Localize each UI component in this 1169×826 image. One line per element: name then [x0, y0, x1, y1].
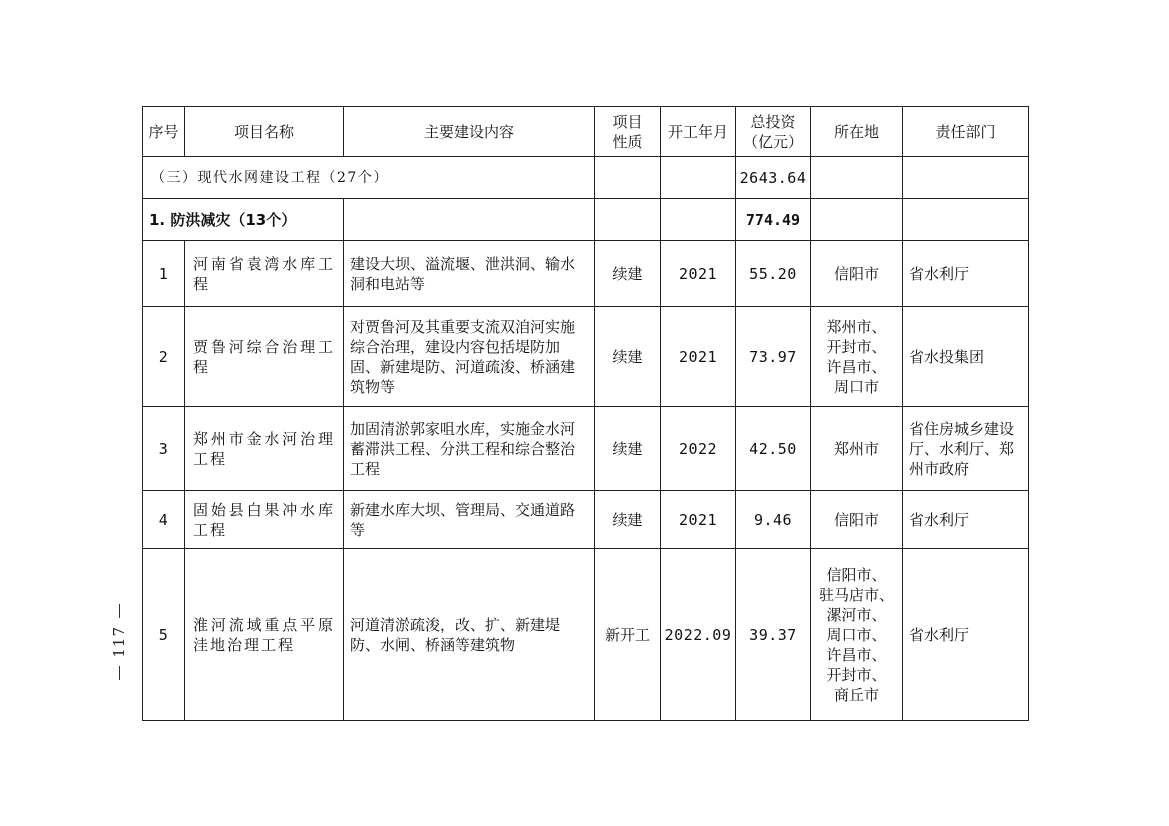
row-number: 5 — [143, 549, 185, 721]
table-row — [143, 307, 1029, 407]
subsection-label: 1. 防洪减灾（13个） — [143, 199, 344, 241]
project-dept: 省住房城乡建设厅、水利厅、郑州市政府 — [903, 407, 1029, 491]
project-name: 固始县白果冲水库工程 — [185, 491, 344, 549]
location-line: 许昌市、 — [826, 357, 887, 376]
header-row — [143, 107, 1029, 157]
project-location — [811, 307, 903, 407]
section-label: （三）现代水网建设工程（27个） — [143, 157, 595, 199]
header-name: 项目名称 — [185, 107, 344, 157]
section-total: 2643.64 — [736, 157, 811, 199]
project-location — [811, 407, 903, 491]
projects-table — [142, 106, 1029, 721]
project-name: 河南省袁湾水库工程 — [185, 241, 344, 307]
section-empty — [661, 157, 736, 199]
table-row — [143, 241, 1029, 307]
project-location — [811, 549, 903, 721]
section-row — [143, 157, 1029, 199]
header-dept: 责任部门 — [903, 107, 1029, 157]
project-content: 对贾鲁河及其重要支流双洎河实施综合治理，建设内容包括堤防加固、新建堤防、河道疏浚、桥涵建筑物等 — [344, 307, 595, 407]
section-empty — [903, 157, 1029, 199]
subsection-empty — [595, 199, 661, 241]
header-no: 序号 — [143, 107, 185, 157]
project-content: 新建水库大坝、管理局、交通道路等 — [344, 491, 595, 549]
project-nature: 续建 — [595, 407, 661, 491]
location-line: 郑州市 — [833, 439, 879, 458]
row-number: 4 — [143, 491, 185, 549]
location-line: 信阳市、 — [826, 565, 887, 584]
location-line: 郑州市、 — [826, 317, 887, 336]
page-number — [104, 600, 134, 700]
page-number-digits: 117 — [110, 626, 128, 658]
project-nature: 新开工 — [595, 549, 661, 721]
project-start: 2022.09 — [661, 549, 736, 721]
location-line: 开封市、 — [826, 337, 887, 356]
header-start: 开工年月 — [661, 107, 736, 157]
location-line: 信阳市 — [833, 264, 879, 283]
project-dept: 省水利厅 — [903, 241, 1029, 307]
location-line: 漯河市、 — [826, 605, 887, 624]
project-start: 2022 — [661, 407, 736, 491]
project-nature: 续建 — [595, 307, 661, 407]
project-content: 河道清淤疏浚，改、扩、新建堤防、水闸、桥涵等建筑物 — [344, 549, 595, 721]
project-invest: 9.46 — [736, 491, 811, 549]
subsection-empty — [661, 199, 736, 241]
subsection-empty — [811, 199, 903, 241]
page-number-dash — [119, 666, 120, 680]
location-line: 周口市、 — [826, 625, 887, 644]
project-content: 建设大坝、溢流堰、泄洪洞、输水洞和电站等 — [344, 241, 595, 307]
project-dept: 省水投集团 — [903, 307, 1029, 407]
location-line: 信阳市 — [833, 510, 879, 529]
location-line: 商丘市 — [833, 685, 879, 704]
project-start: 2021 — [661, 241, 736, 307]
location-line: 开封市、 — [826, 665, 887, 684]
location-line: 周口市 — [833, 377, 879, 396]
project-invest: 39.37 — [736, 549, 811, 721]
project-invest: 73.97 — [736, 307, 811, 407]
section-empty — [811, 157, 903, 199]
project-nature: 续建 — [595, 241, 661, 307]
project-name: 郑州市金水河治理工程 — [185, 407, 344, 491]
row-number: 1 — [143, 241, 185, 307]
table-row — [143, 407, 1029, 491]
table-row — [143, 491, 1029, 549]
project-start: 2021 — [661, 307, 736, 407]
project-nature: 续建 — [595, 491, 661, 549]
page-number-dash — [119, 604, 120, 618]
header-invest: 总投资 （亿元） — [736, 107, 811, 157]
header-location: 所在地 — [811, 107, 903, 157]
project-location — [811, 491, 903, 549]
project-name: 淮河流域重点平原洼地治理工程 — [185, 549, 344, 721]
header-content: 主要建设内容 — [344, 107, 595, 157]
project-invest: 55.20 — [736, 241, 811, 307]
subsection-total: 774.49 — [736, 199, 811, 241]
subsection-row — [143, 199, 1029, 241]
row-number: 2 — [143, 307, 185, 407]
project-invest: 42.50 — [736, 407, 811, 491]
subsection-empty — [344, 199, 595, 241]
row-number: 3 — [143, 407, 185, 491]
table-row — [143, 549, 1029, 721]
project-name: 贾鲁河综合治理工程 — [185, 307, 344, 407]
project-start: 2021 — [661, 491, 736, 549]
project-location — [811, 241, 903, 307]
header-nature: 项目 性质 — [595, 107, 661, 157]
project-dept: 省水利厅 — [903, 491, 1029, 549]
section-empty — [595, 157, 661, 199]
subsection-empty — [903, 199, 1029, 241]
location-line: 驻马店市、 — [818, 585, 894, 604]
location-line: 许昌市、 — [826, 645, 887, 664]
project-content: 加固清淤郭家咀水库，实施金水河蓄滞洪工程、分洪工程和综合整治工程 — [344, 407, 595, 491]
project-dept: 省水利厅 — [903, 549, 1029, 721]
